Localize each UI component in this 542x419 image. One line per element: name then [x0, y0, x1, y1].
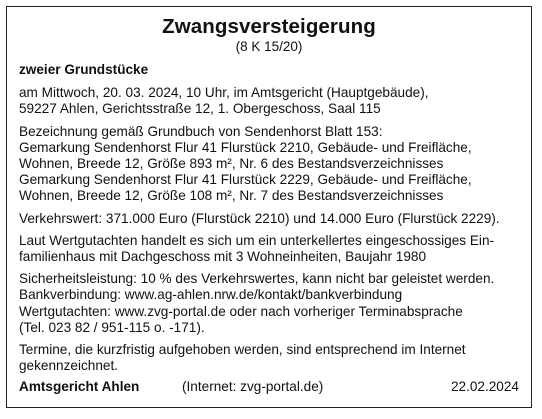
- description-line: Wohnen, Breede 12, Größe 893 m², Nr. 6 des Bestandsverzeichnisses: [19, 156, 444, 172]
- info-line: Wertgutachten: www.zvg-portal.de oder nach vorheriger Terminabsprache: [19, 303, 463, 319]
- market-value-paragraph: [19, 211, 519, 227]
- market-value-line: Verkehrswert: 371.000 Euro (Flurstück 2210) und 14.000 Euro (Flurstück 2229).: [19, 210, 500, 226]
- description-paragraph: [19, 124, 519, 205]
- description-line: Gemarkung Sendenhorst Flur 41 Flurstück 2210, Gebäude- und Freifläche,: [19, 139, 472, 155]
- court-name: Amtsgericht Ahlen: [19, 379, 140, 394]
- closing-line: gekennzeichnet.: [19, 358, 119, 374]
- description-line: Bezeichnung gemäß Grundbuch von Sendenhorst Blatt 153:: [19, 123, 383, 139]
- appointment-line: 59227 Ahlen, Gerichtsstraße 12, 1. Obergeschoss, Saal 115: [19, 101, 381, 117]
- case-number: (8 K 15/20): [235, 39, 303, 54]
- auction-notice: [6, 6, 532, 408]
- info-line: Bankverbindung: www.ag-ahlen.nrw.de/kontakt/bankverbindung: [19, 287, 403, 303]
- appointment-paragraph: [19, 85, 519, 117]
- info-line: Sicherheitsleistung: 10 % des Verkehrswertes, kann nicht bar geleistet werden.: [19, 271, 495, 287]
- notice-date: 22.02.2024: [450, 379, 519, 394]
- appointment-line: am Mittwoch, 20. 03. 2024, 10 Uhr, im Amtsgericht (Hauptgebäude),: [19, 85, 429, 101]
- info-paragraph: [19, 271, 519, 336]
- internet-reference: (Internet: zvg-portal.de): [182, 379, 324, 394]
- description-line: Wohnen, Breede 12, Größe 108 m², Nr. 7 des Bestandsverzeichnisses: [19, 188, 444, 204]
- closing-paragraph: [19, 342, 519, 374]
- appraisal-line: Laut Wertgutachten handelt es sich um ein unterkellertes eingeschossiges Ein-: [19, 232, 495, 248]
- subject: zweier Grundstücke: [19, 62, 149, 77]
- description-line: Gemarkung Sendenhorst Flur 41 Flurstück 2229, Gebäude- und Freifläche,: [19, 172, 472, 188]
- closing-line: Termine, die kurzfristig aufgehoben werden, sind entsprechend im Internet: [19, 342, 466, 358]
- info-line: (Tel. 023 82 / 951-115 o. -171).: [19, 319, 205, 335]
- appraisal-paragraph: [19, 233, 519, 265]
- notice-footer: [19, 378, 519, 396]
- notice-title: Zwangsversteigerung: [162, 15, 376, 38]
- appraisal-line: familienhaus mit Dachgeschoss mit 3 Wohneinheiten, Baujahr 1980: [19, 249, 427, 265]
